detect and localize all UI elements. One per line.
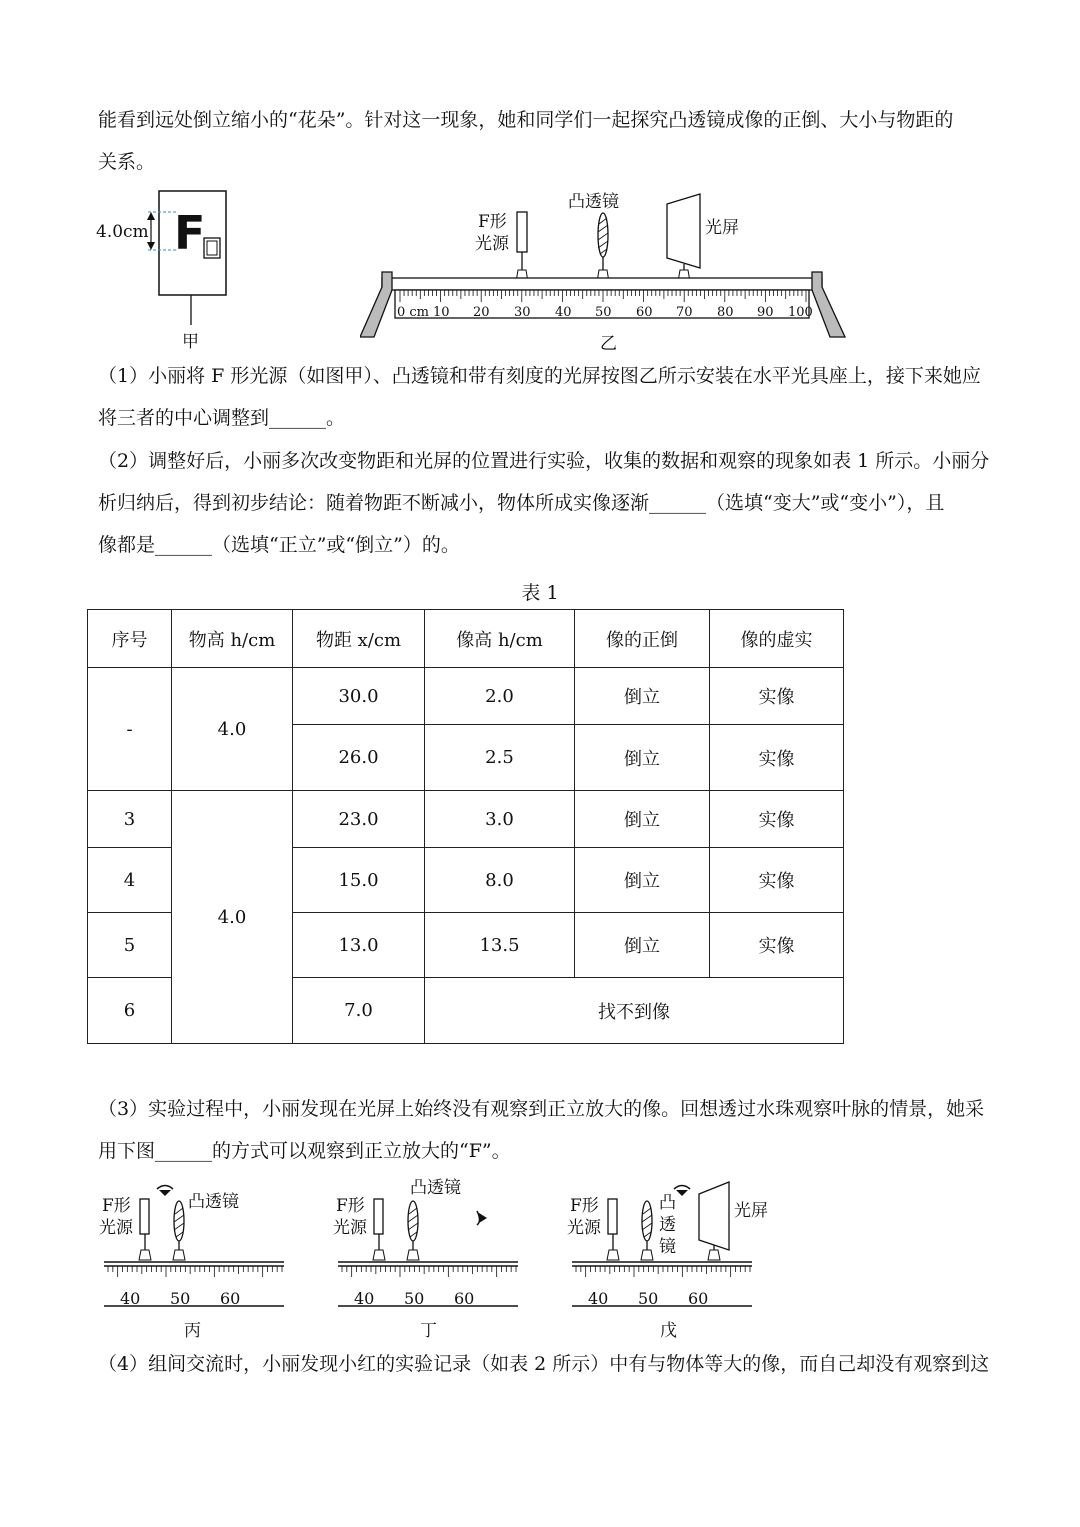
tick-label: 50 (404, 1289, 425, 1308)
source-label: 光源 (475, 234, 509, 254)
index-cell: 5 (88, 913, 172, 978)
table-cell: 8.0 (425, 848, 575, 913)
lens-label: 凸 (659, 1193, 676, 1213)
eye-icon (676, 1190, 688, 1196)
table-cell: 30.0 (293, 668, 425, 725)
table-cell: 倒立 (575, 725, 710, 791)
question-3-line: （3）实验过程中，小丽发现在光屏上始终没有观察到正立放大的像。回想透过水珠观察叶脉的情景，她采 (98, 1098, 985, 1120)
source-label: 光源 (333, 1218, 367, 1238)
source-label: F形 (570, 1196, 599, 1216)
table-cell: 实像 (710, 725, 844, 791)
screen-label: 光屏 (705, 218, 739, 238)
question-1-line: （1）小丽将 F 形光源（如图甲）、凸透镜和带有刻度的光屏按图乙所示安装在水平光具座上，接下来她应 (98, 365, 981, 387)
index-cell: 4 (88, 848, 172, 913)
tick-label: 40 (588, 1289, 609, 1308)
question-1-line: 将三者的中心调整到______。 (98, 407, 346, 429)
header-cell: 序号 (88, 610, 172, 668)
header-cell: 像的虚实 (710, 610, 844, 668)
table-cell: 3.0 (425, 791, 575, 848)
tick-label: 40 (120, 1289, 141, 1308)
tick-label: 80 (717, 305, 734, 320)
figure-ding (330, 1176, 530, 1346)
tick-label: 60 (688, 1289, 709, 1308)
tick-label: 100 (788, 305, 813, 320)
paragraph-line: 关系。 (98, 151, 156, 173)
tick-label: 30 (514, 305, 531, 320)
f-letter: F (174, 206, 206, 260)
table-cell: 实像 (710, 848, 844, 913)
lens-label: 透 (659, 1215, 676, 1235)
table-header-row (88, 610, 844, 668)
figure-yi (360, 182, 860, 352)
height-cell: 4.0 (172, 791, 293, 1044)
tick-label: 10 (433, 305, 450, 320)
index-cell: - (88, 668, 172, 791)
tick-label: 40 (354, 1289, 375, 1308)
figure-wu (564, 1176, 784, 1346)
table-cell: 2.0 (425, 668, 575, 725)
lens-label: 凸透镜 (410, 1178, 461, 1198)
table-cell: 倒立 (575, 913, 710, 978)
screen-label: 光屏 (734, 1201, 768, 1221)
tick-label: 0 cm (397, 305, 430, 320)
caption-yi: 乙 (600, 334, 617, 352)
question-2-line: （2）调整好后，小丽多次改变物距和光屏的位置进行实验，收集的数据和观察的现象如表 1 所示。小丽分 (98, 450, 990, 472)
table-caption: 表 1 (521, 582, 559, 604)
index-cell: 3 (88, 791, 172, 848)
data-table (87, 609, 844, 1044)
table-cell: 倒立 (575, 848, 710, 913)
source-label: F形 (336, 1196, 365, 1216)
header-cell: 像的正倒 (575, 610, 710, 668)
table-cell: 26.0 (293, 725, 425, 791)
tick-label: 90 (757, 305, 774, 320)
tick-label: 60 (220, 1289, 241, 1308)
tick-label: 50 (170, 1289, 191, 1308)
tick-label: 50 (638, 1289, 659, 1308)
tick-label: 40 (555, 305, 572, 320)
eye-icon (674, 1186, 690, 1190)
source-label: 光源 (567, 1218, 601, 1238)
table-cell: 2.5 (425, 725, 575, 791)
question-3-line: 用下图______的方式可以观察到正立放大的“F”。 (98, 1140, 511, 1162)
no-image-cell: 找不到像 (425, 978, 844, 1044)
table-row (88, 668, 844, 725)
table-cell: 13.5 (425, 913, 575, 978)
source-label: F形 (102, 1196, 131, 1216)
table-row (88, 791, 844, 848)
lens-label: 凸透镜 (188, 1192, 239, 1212)
question-2-line: 像都是______（选填“正立”或“倒立”）的。 (98, 534, 460, 556)
eye-icon (159, 1190, 171, 1196)
eye-icon (479, 1213, 487, 1223)
tick-label: 20 (473, 305, 490, 320)
table-cell: 倒立 (575, 791, 710, 848)
table-cell: 13.0 (293, 913, 425, 978)
figure-jia (96, 185, 236, 355)
table-cell: 实像 (710, 791, 844, 848)
question-2-line: 析归纳后，得到初步结论：随着物距不断减小，物体所成实像逐渐______（选填“变大”或“变小”），且 (98, 492, 945, 514)
tick-label: 60 (636, 305, 653, 320)
tick-label: 60 (454, 1289, 475, 1308)
header-cell: 像高 h/cm (425, 610, 575, 668)
table-cell: 倒立 (575, 668, 710, 725)
index-cell: 6 (88, 978, 172, 1044)
table-cell: 实像 (710, 668, 844, 725)
caption-bing: 丙 (184, 1321, 201, 1341)
source-label: F形 (478, 212, 507, 232)
table-cell: 7.0 (293, 978, 425, 1044)
caption-wu: 戊 (660, 1321, 677, 1341)
table-cell: 23.0 (293, 791, 425, 848)
lens-label: 镜 (659, 1237, 676, 1257)
caption-jia: 甲 (182, 332, 199, 352)
tick-label: 70 (676, 305, 693, 320)
caption-ding: 丁 (420, 1321, 437, 1341)
question-4-line: （4）组间交流时，小丽发现小红的实验记录（如表 2 所示）中有与物体等大的像，而自己却没有观察到这 (98, 1353, 990, 1375)
lens-label: 凸透镜 (568, 192, 619, 212)
height-cell: 4.0 (172, 668, 293, 791)
eye-icon (157, 1186, 173, 1190)
tick-label: 50 (595, 305, 612, 320)
header-cell: 物高 h/cm (172, 610, 293, 668)
source-label: 光源 (99, 1218, 133, 1238)
paragraph-line: 能看到远处倒立缩小的“花朵”。针对这一现象，她和同学们一起探究凸透镜成像的正倒、大小与物距的 (98, 109, 954, 131)
header-cell: 物距 x/cm (293, 610, 425, 668)
figure-bing (96, 1176, 296, 1346)
dimension-label: 4.0cm (96, 222, 149, 242)
table-cell: 15.0 (293, 848, 425, 913)
table-cell: 实像 (710, 913, 844, 978)
